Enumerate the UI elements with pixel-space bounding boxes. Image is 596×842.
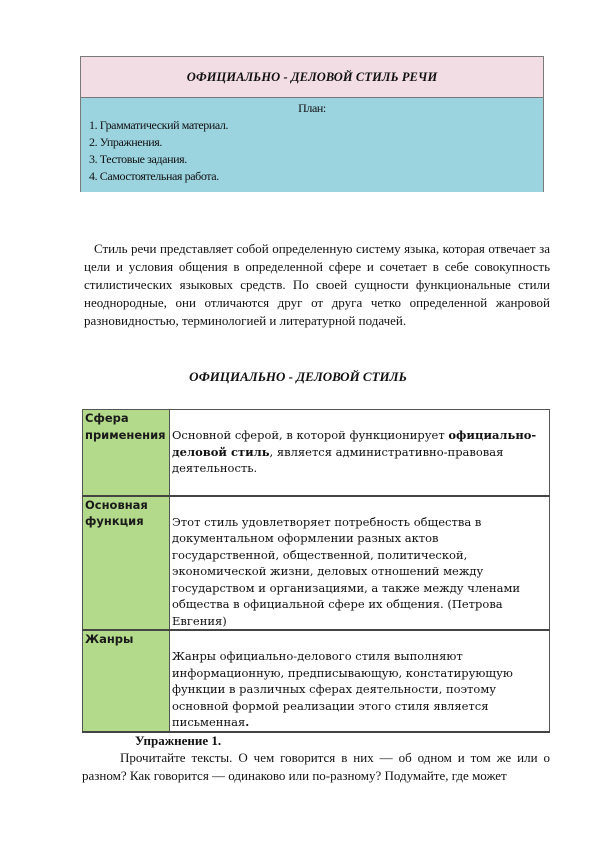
row-text-bold: официально-деловой стиль (172, 428, 537, 459)
table-row (83, 630, 550, 732)
row-label: Жанры (83, 630, 170, 732)
plan-title: ОФИЦИАЛЬНО - ДЕЛОВОЙ СТИЛЬ РЕЧИ (81, 57, 543, 98)
plan-box (80, 56, 544, 192)
row-description: Этот стиль удовлетворяет потребность общества в документальном оформлении разных актов государственной, общественной, политической, экономической жизни, деловых отношений между государством и организациями, а также между членами общества в официальной сфере их общения. (Петрова Евгения) (170, 496, 550, 631)
plan-heading: План: (298, 101, 326, 115)
exercise-title: Упражнение 1. (135, 733, 222, 748)
row-text-end: . (245, 715, 250, 729)
style-table (82, 409, 550, 733)
row-text: Основной сферой, в которой функционирует (172, 428, 449, 442)
row-text: Жанры официально-делового стиля выполняют информационную, предписывающую, констатирующую функции в различных сферах деятельности, поэтому основной формой реализации этого стиля является письменная (172, 649, 513, 729)
table-row (83, 410, 550, 496)
plan-item: 4. Самостоятельная работа. (89, 169, 219, 183)
row-description (170, 410, 550, 496)
plan-item: 1. Грамматический материал. (89, 118, 229, 132)
section-subtitle: ОФИЦИАЛЬНО - ДЕЛОВОЙ СТИЛЬ (189, 369, 407, 384)
intro-paragraph: Стиль речи представляет собой определенную систему языка, которая отвечает за цели и условия общения в определенной сфере и сочетает в себе совокупность стилистических языковых средств. По своей сущности функциональные стили неоднородные, они отличаются друг от друга четко определенной жанровой разновидностью, терминологией и литературной подачей. (84, 241, 550, 328)
plan-item: 3. Тестовые задания. (89, 152, 187, 166)
row-description (170, 630, 550, 732)
plan-body (81, 98, 543, 192)
exercise-text: Прочитайте тексты. О чем говорится в них — об одном и том же или о разном? Как говорится — одинаково или по-разному? Подумайте, где может (82, 750, 550, 783)
row-text: , является административно-правовая деятельность. (172, 444, 504, 475)
table-row (83, 496, 550, 631)
row-label: Основная функция (83, 496, 170, 631)
row-label: Сфера применения (83, 410, 170, 496)
plan-item: 2. Упражнения. (89, 135, 162, 149)
